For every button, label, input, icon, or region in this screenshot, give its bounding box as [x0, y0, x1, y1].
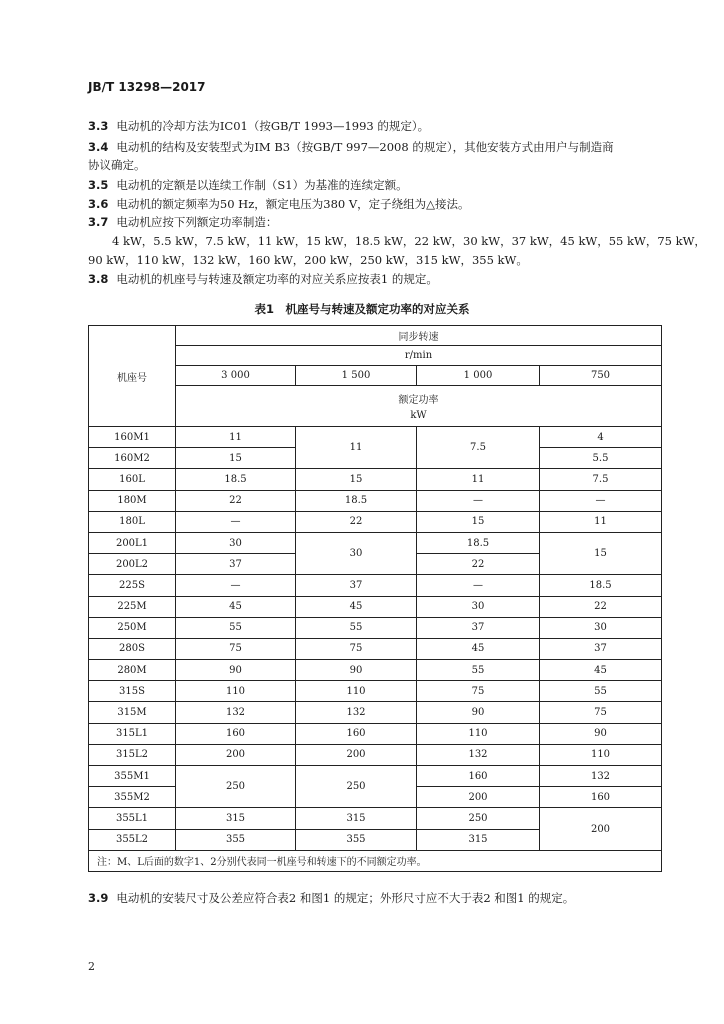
- table-row: [89, 660, 662, 681]
- frame-cell: 180L: [89, 511, 176, 532]
- power-cell: 45: [417, 638, 540, 659]
- power-cell: 37: [417, 617, 540, 638]
- frame-cell: 200L2: [89, 554, 176, 575]
- clause-number: 3.5: [88, 178, 109, 192]
- clause-number: 3.9: [88, 891, 109, 905]
- power-list-line-2: 90 kW，110 kW，132 kW，160 kW，200 kW，250 kW，315 kW，355 kW。: [88, 253, 528, 267]
- power-cell: 7.5: [417, 427, 540, 469]
- power-cell: 30: [417, 596, 540, 617]
- frame-cell: 225M: [89, 596, 176, 617]
- power-cell: 15: [540, 532, 662, 574]
- clause-number: 3.8: [88, 272, 109, 286]
- speed-1500: 1 500: [296, 366, 417, 386]
- power-cell: 75: [176, 638, 296, 659]
- table-row: [89, 511, 662, 532]
- power-cell: 110: [176, 681, 296, 702]
- power-cell: 132: [540, 766, 662, 787]
- frame-cell: 200L1: [89, 532, 176, 553]
- clause-text: 电动机的额定频率为50 Hz，额定电压为380 V，定子绕组为△接法。: [116, 197, 470, 211]
- power-cell: —: [176, 575, 296, 596]
- frame-cell: 315L1: [89, 723, 176, 744]
- power-cell: 355: [176, 829, 296, 850]
- table-row: [89, 702, 662, 723]
- clause-text: 电动机的冷却方法为IC01（按GB/T 1993—1993 的规定）。: [116, 119, 430, 133]
- clause-3-3: [88, 118, 648, 135]
- power-list-line-1: 4 kW，5.5 kW，7.5 kW，11 kW，15 kW，18.5 kW，22 kW，30 kW，37 kW，45 kW，55 kW，75 kW，: [112, 234, 706, 248]
- power-cell: 90: [417, 702, 540, 723]
- power-cell: 250: [296, 766, 417, 808]
- power-cell: 55: [417, 660, 540, 681]
- clause-number: 3.6: [88, 197, 109, 211]
- power-cell: 15: [296, 469, 417, 490]
- clause-3-4-continuation: 协议确定。: [88, 158, 146, 172]
- power-cell: 315: [417, 829, 540, 850]
- clause-3-8: [88, 271, 648, 288]
- power-cell: 15: [176, 448, 296, 469]
- power-cell: 55: [176, 617, 296, 638]
- table-row: [89, 744, 662, 765]
- frame-cell: 315S: [89, 681, 176, 702]
- power-cell: 75: [296, 638, 417, 659]
- power-cell: 37: [296, 575, 417, 596]
- power-unit: kW: [410, 410, 427, 421]
- clause-3-5: [88, 177, 648, 194]
- power-cell: 90: [176, 660, 296, 681]
- power-cell: —: [417, 575, 540, 596]
- power-cell: —: [417, 490, 540, 511]
- clause-3-7: [88, 214, 648, 231]
- frame-cell: 355L2: [89, 829, 176, 850]
- frame-header: 机座号: [89, 326, 176, 427]
- speed-750: 750: [540, 366, 662, 386]
- power-cell: 132: [296, 702, 417, 723]
- frame-cell: 315M: [89, 702, 176, 723]
- power-cell: 200: [540, 808, 662, 850]
- frame-cell: 160M1: [89, 427, 176, 448]
- table-row: [89, 617, 662, 638]
- rating-table: [88, 325, 662, 872]
- power-cell: 55: [540, 681, 662, 702]
- power-cell: 15: [417, 511, 540, 532]
- power-cell: 22: [176, 490, 296, 511]
- table-row: [89, 766, 662, 787]
- table-row: [89, 681, 662, 702]
- frame-cell: 280S: [89, 638, 176, 659]
- power-cell: 250: [417, 808, 540, 829]
- speed-3000: 3 000: [176, 366, 296, 386]
- power-cell: 75: [417, 681, 540, 702]
- frame-cell: 355M2: [89, 787, 176, 808]
- power-cell: 75: [540, 702, 662, 723]
- power-label: 额定功率: [398, 395, 439, 406]
- power-cell: 22: [296, 511, 417, 532]
- frame-cell: 180M: [89, 490, 176, 511]
- power-cell: 22: [417, 554, 540, 575]
- frame-cell: 225S: [89, 575, 176, 596]
- clause-text: 电动机的安装尺寸及公差应符合表2 和图1 的规定；外形尺寸应不大于表2 和图1 的规定。: [116, 891, 575, 905]
- power-cell: 4: [540, 427, 662, 448]
- frame-cell: 250M: [89, 617, 176, 638]
- power-cell: 315: [296, 808, 417, 829]
- power-cell: 90: [296, 660, 417, 681]
- power-cell: 22: [540, 596, 662, 617]
- power-cell: 132: [417, 744, 540, 765]
- clause-3-4: [88, 139, 648, 156]
- frame-cell: 355M1: [89, 766, 176, 787]
- clause-text: 电动机的机座号与转速及额定功率的对应关系应按表1 的规定。: [116, 272, 438, 286]
- clause-number: 3.7: [88, 215, 109, 229]
- power-cell: 5.5: [540, 448, 662, 469]
- document-code: JB/T 13298—2017: [88, 80, 206, 94]
- power-cell: 160: [417, 766, 540, 787]
- power-cell: 110: [540, 744, 662, 765]
- power-cell: —: [176, 511, 296, 532]
- clause-number: 3.4: [88, 140, 109, 154]
- clause-number: 3.3: [88, 119, 109, 133]
- speed-unit: r/min: [176, 346, 662, 366]
- table-row: [89, 808, 662, 829]
- page-number: 2: [88, 960, 95, 973]
- frame-cell: 160M2: [89, 448, 176, 469]
- power-cell: 200: [296, 744, 417, 765]
- table-row: [89, 638, 662, 659]
- power-cell: 30: [296, 532, 417, 574]
- power-cell: 45: [540, 660, 662, 681]
- speed-1000: 1 000: [417, 366, 540, 386]
- power-cell: 355: [296, 829, 417, 850]
- table-title: 表1 机座号与转速及额定功率的对应关系: [254, 302, 470, 316]
- frame-cell: 355L1: [89, 808, 176, 829]
- power-cell: 90: [540, 723, 662, 744]
- power-cell: 160: [176, 723, 296, 744]
- power-cell: —: [540, 490, 662, 511]
- clause-text: 电动机的定额是以连续工作制（S1）为基准的连续定额。: [116, 178, 408, 192]
- power-cell: 55: [296, 617, 417, 638]
- power-cell: 160: [296, 723, 417, 744]
- power-cell: 11: [540, 511, 662, 532]
- table-row: [89, 575, 662, 596]
- power-cell: 18.5: [540, 575, 662, 596]
- power-cell: 30: [540, 617, 662, 638]
- power-cell: 11: [176, 427, 296, 448]
- power-cell: 11: [296, 427, 417, 469]
- power-cell: 11: [417, 469, 540, 490]
- power-cell: 132: [176, 702, 296, 723]
- power-cell: 18.5: [296, 490, 417, 511]
- frame-cell: 315L2: [89, 744, 176, 765]
- frame-cell: 160L: [89, 469, 176, 490]
- power-cell: 250: [176, 766, 296, 808]
- table-row: [89, 490, 662, 511]
- power-cell: 7.5: [540, 469, 662, 490]
- clause-text: 电动机应按下列额定功率制造：: [116, 215, 278, 229]
- table-row: [89, 723, 662, 744]
- power-cell: 18.5: [417, 532, 540, 553]
- table-row: [89, 427, 662, 448]
- power-cell: 45: [176, 596, 296, 617]
- power-cell: 110: [417, 723, 540, 744]
- clause-3-9: [88, 890, 688, 907]
- clause-3-6: [88, 196, 648, 213]
- power-cell: 45: [296, 596, 417, 617]
- power-cell: 18.5: [176, 469, 296, 490]
- power-header: [176, 386, 662, 427]
- table-row: [89, 532, 662, 553]
- clause-text: 电动机的结构及安装型式为IM B3（按GB/T 997—2008 的规定），其他安装方式由用户与制造商: [116, 140, 614, 154]
- power-cell: 37: [176, 554, 296, 575]
- table-row: [89, 469, 662, 490]
- power-cell: 110: [296, 681, 417, 702]
- power-cell: 30: [176, 532, 296, 553]
- power-cell: 200: [417, 787, 540, 808]
- power-cell: 160: [540, 787, 662, 808]
- table-note: 注：M、L后面的数字1、2分别代表同一机座号和转速下的不同额定功率。: [89, 850, 662, 871]
- speed-header: 同步转速: [176, 326, 662, 346]
- frame-cell: 280M: [89, 660, 176, 681]
- table-row: [89, 596, 662, 617]
- power-cell: 200: [176, 744, 296, 765]
- power-cell: 37: [540, 638, 662, 659]
- power-cell: 315: [176, 808, 296, 829]
